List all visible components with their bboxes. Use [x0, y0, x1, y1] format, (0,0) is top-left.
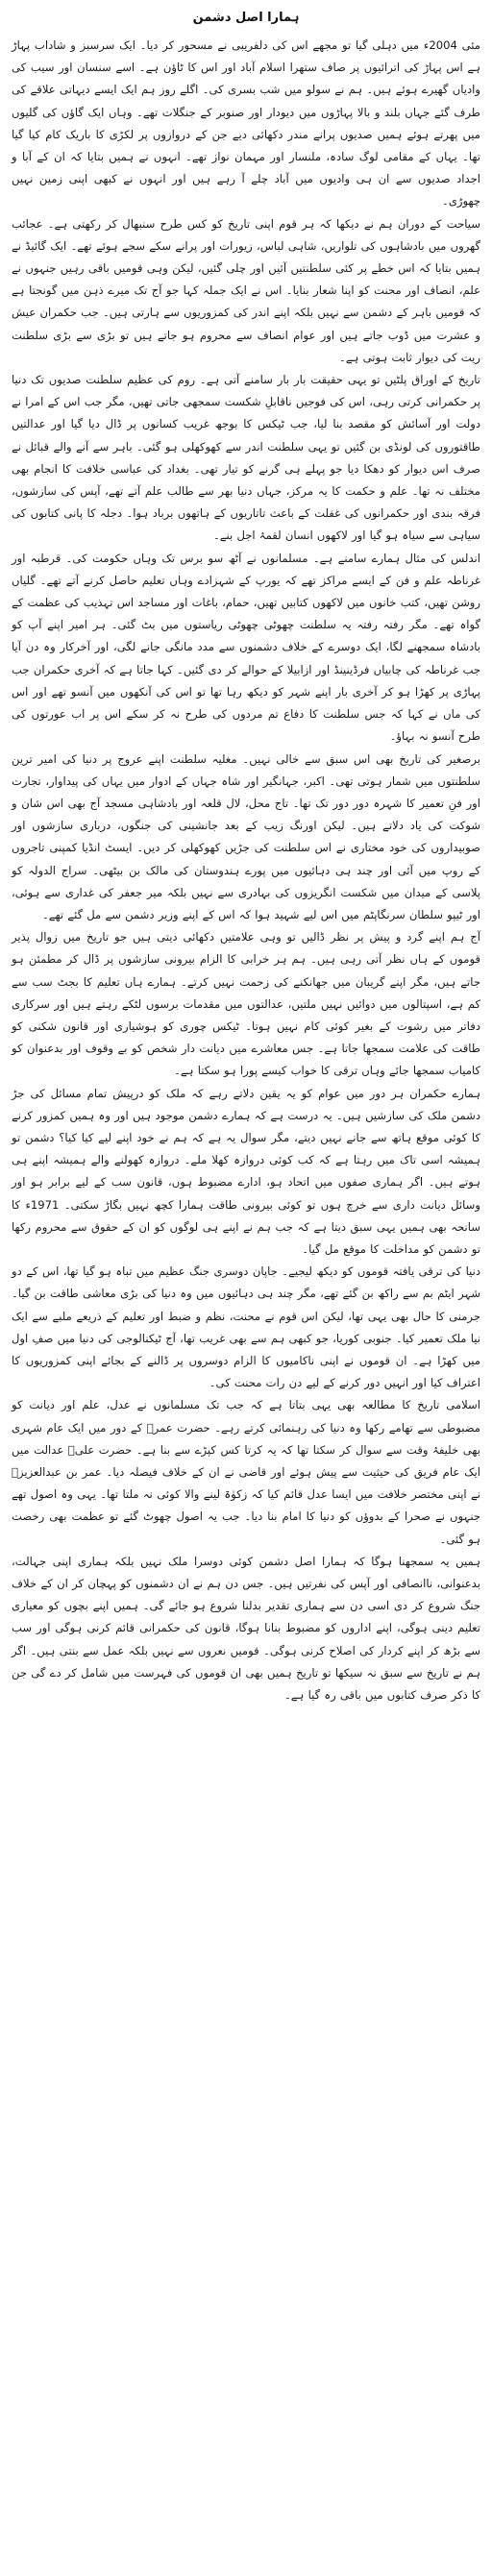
article-paragraph-5: برصغیر کی تاریخ بھی اس سبق سے خالی نہیں۔ مغلیہ سلطنت اپنے عروج پر دنیا کی امیر ترین سلطنتوں میں شمار ہوتی تھی۔ اکبر، جہانگیر اور شاہ جہاں کے ادوار میں یہاں کی پیداوار، تجارت اور فنِ تعمیر کا شہرہ دور دور تک تھا۔ تاج محل، لال قلعہ اور بادشاہی مسجد آج بھی اس شان و شوکت کی یاد دلاتے ہیں۔ لیکن اورنگ زیب کے بعد جانشینی کی جنگوں، درباری سازشوں اور صوبیداروں کی خود مختاری نے اس سلطنت کی جڑیں کھوکھلی کر دیں۔ ایسٹ انڈیا کمپنی تاجروں کے روپ میں آئی اور چند ہی دہائیوں میں پورے ہندوستان کی مالک بن بیٹھی۔ سراج الدولہ کو پلاسی کے میدان میں شکست انگریزوں کی بہادری سے نہیں بلکہ میر جعفر کی غداری سے ہوئی، اور ٹیپو سلطان سرنگاپٹم میں اس لیے شہید ہوا کہ اس کے اپنے وزیر دشمن سے مل گئے تھے۔ — [12, 751, 480, 921]
article-title: ہمارا اصل دشمن — [192, 11, 300, 25]
article-paragraph-1: مئی 2004ء میں دہلی گیا تو مجھے اس کی دلفریبی نے مسحور کر دیا۔ ایک سرسبز و شاداب پہاڑ ہے اس پہاڑ کی اترائیوں پر صاف ستھرا اسلام آباد اور اس کا ٹاؤن ہے۔ اسے سنسان اور سیب کی وادیاں گھیرے ہوئے ہیں۔ ہم نے سولو میں شب بسری کی۔ اگلے روز ہم ایک ایسے دیہاتی علاقے کی طرف گئے جہاں بلند و بالا پہاڑوں میں دیودار اور صنوبر کے جنگلات تھے۔ وہاں ایک گاؤں کی گلیوں میں پھرتے ہوئے ہمیں صدیوں پرانے مندر دکھائی دیے جن کے دروازوں پر لکڑی کا باریک کام کیا گیا تھا۔ یہاں کے مقامی لوگ سادہ، ملنسار اور مہمان نواز تھے۔ انہوں نے ہمیں بتایا کہ ان کے آبا و اجداد صدیوں سے ان ہی وادیوں میں آباد چلے آ رہے ہیں اور انہوں نے کبھی اپنی زمین نہیں چھوڑی۔ — [12, 38, 480, 209]
article-body — [12, 35, 480, 1706]
article-paragraph-2: سیاحت کے دوران ہم نے دیکھا کہ ہر قوم اپنی تاریخ کو کس طرح سنبھال کر رکھتی ہے۔ عجائب گھروں میں بادشاہوں کی تلواریں، شاہی لباس، زیورات اور پرانے سکے سجے ہوئے تھے۔ ایک گائیڈ نے ہمیں بتایا کہ اس خطے پر کئی سلطنتیں آئیں اور چلی گئیں، لیکن وہی قومیں باقی رہیں جنہوں نے علم، انصاف اور محنت کو اپنا شعار بنایا۔ اس نے ایک جملہ کہا جو آج تک میرے ذہن میں گونجتا ہے کہ قومیں باہر کے دشمن سے نہیں بلکہ اپنے اندر کی کمزوریوں سے ہارتی ہیں۔ جب حکمران عیش و عشرت میں ڈوب جاتے ہیں اور عوام انصاف سے محروم ہو جاتے ہیں تو بڑی سے بڑی سلطنت ریت کی دیوار ثابت ہوتی ہے۔ — [12, 216, 480, 364]
article-paragraph-9: اسلامی تاریخ کا مطالعہ بھی یہی بتاتا ہے کہ جب تک مسلمانوں نے عدل، علم اور دیانت کو مضبوطی سے تھامے رکھا وہ دنیا کی رہنمائی کرتے رہے۔ حضرت عمرؓ کے دور میں ایک عام شہری بھی خلیفۂ وقت سے سوال کر سکتا تھا کہ یہ کرتا کس کپڑے سے بنا ہے۔ حضرت علیؓ عدالت میں ایک عام فریق کی حیثیت سے پیش ہوئے اور قاضی نے ان کے خلاف فیصلہ دیا۔ عمر بن عبدالعزیزؒ نے اپنی مختصر خلافت میں ایسا عدل قائم کیا کہ زکوٰۃ لینے والا کوئی نہ ملتا تھا۔ یہی وہ اصول تھے جنہوں نے صحرا کے بدوؤں کو دنیا کا امام بنا دیا۔ جب یہ اصول چھوٹ گئے تو عظمت بھی رخصت ہو گئی۔ — [12, 1398, 480, 1546]
article-paragraph-10: ہمیں یہ سمجھنا ہوگا کہ ہمارا اصل دشمن کوئی دوسرا ملک نہیں بلکہ ہماری اپنی جہالت، بدعنوانی، ناانصافی اور آپس کی نفرتیں ہیں۔ جس دن ہم نے ان دشمنوں کو پہچان کر ان کے خلاف جنگ شروع کر دی اسی دن سے ہماری تقدیر بدلنا شروع ہو جائے گی۔ ہمیں اپنے بچوں کو معیاری تعلیم دینی ہوگی، اپنے اداروں کو مضبوط بنانا ہوگا، قانون کی حکمرانی قائم کرنی ہوگی اور سب سے بڑھ کر اپنے کردار کی اصلاح کرنی ہوگی۔ قومیں نعروں سے نہیں بلکہ عمل سے بنتی ہیں۔ اگر ہم نے تاریخ سے سبق نہ سیکھا تو تاریخ ہمیں بھی ان قوموں کی فہرست میں شامل کر دے گی جن کا ذکر صرف کتابوں میں باقی رہ گیا ہے۔ — [12, 1554, 480, 1703]
article-paragraph-7: ہمارے حکمران ہر دور میں عوام کو یہ یقین دلاتے رہے کہ ملک کو درپیش تمام مسائل کی جڑ دشمن ملک کی سازشیں ہیں۔ یہ درست ہے کہ ہمارے دشمن موجود ہیں اور وہ ہمیں کمزور کرنے کا کوئی موقع ہاتھ سے جانے نہیں دیتے، مگر سوال یہ ہے کہ ہم نے خود اپنے لیے کیا کیا؟ دشمن تو ہمیشہ اسی تاک میں رہتا ہے کہ کب کوئی دروازہ کھلا ملے۔ دروازہ کھولنے والے ہمیشہ اپنے ہی ہوتے ہیں۔ اگر ہماری صفوں میں اتحاد ہو، ادارے مضبوط ہوں، قانون سب کے لیے برابر ہو اور وسائل دیانت داری سے خرچ ہوں تو کوئی بیرونی طاقت ہمارا کچھ نہیں بگاڑ سکتی۔ 1971ء کا سانحہ بھی ہمیں یہی سبق دیتا ہے کہ جب ہم نے اپنے ہی لوگوں کو ان کے حقوق سے محروم رکھا تو دشمن کو مداخلت کا موقع مل گیا۔ — [12, 1086, 480, 1256]
article-paragraph-6: آج ہم اپنے گرد و پیش پر نظر ڈالیں تو وہی علامتیں دکھائی دیتی ہیں جو تاریخ میں زوال پذیر قوموں کے ہاں نظر آتی رہی ہیں۔ ہم ہر خرابی کا الزام بیرونی سازشوں پر ڈال کر مطمئن ہو جاتے ہیں، مگر اپنے گریبان میں جھانکنے کی زحمت نہیں کرتے۔ ہمارے ہاں تعلیم کا بجٹ سب سے کم ہے، اسپتالوں میں دوائیں نہیں ملتیں، عدالتوں میں مقدمات برسوں لٹکے رہتے ہیں اور سرکاری دفاتر میں رشوت کے بغیر کوئی کام نہیں ہوتا۔ ٹیکس چوری کو ہوشیاری اور قانون شکنی کو طاقت کی علامت سمجھا جاتا ہے۔ جس معاشرے میں دیانت دار شخص کو بے وقوف اور بدعنوان کو کامیاب سمجھا جائے وہاں ترقی کا خواب کیسے پورا ہو سکتا ہے۔ — [12, 930, 480, 1078]
article-paragraph-3: تاریخ کے اوراق پلٹیں تو یہی حقیقت بار بار سامنے آتی ہے۔ روم کی عظیم سلطنت صدیوں تک دنیا پر حکمرانی کرتی رہی، اس کی فوجیں ناقابلِ شکست سمجھی جاتی تھیں، مگر جب اس کے امرا نے دولت اور آسائش کو مقصد بنا لیا، جب ٹیکس کا بوجھ غریب کسانوں پر ڈال دیا گیا اور عدالتیں طاقتوروں کی لونڈی بن گئیں تو یہی سلطنت اندر سے کھوکھلی ہو گئی۔ باہر سے آنے والے قبائل نے صرف اس دیوار کو دھکا دیا جو پہلے ہی گرنے کو تیار تھی۔ بغداد کی عباسی خلافت کا انجام بھی مختلف نہ تھا۔ علم و حکمت کا یہ مرکز، جہاں دنیا بھر سے طالب علم آتے تھے، آپس کی سازشوں، فرقہ بندی اور حکمرانوں کی غفلت کے باعث تاتاریوں کے ہاتھوں برباد ہوا۔ دجلہ کا پانی کتابوں کی سیاہی سے سیاہ ہو گیا اور لاکھوں انسان لقمۂ اجل بنے۔ — [12, 373, 480, 543]
article-paragraph-4: اندلس کی مثال ہمارے سامنے ہے۔ مسلمانوں نے آٹھ سو برس تک وہاں حکومت کی۔ قرطبہ اور غرناطہ علم و فن کے ایسے مراکز تھے کہ یورپ کے شہزادے وہاں تعلیم حاصل کرنے آتے تھے۔ گلیاں روشن تھیں، کتب خانوں میں لاکھوں کتابیں تھیں، حمام، باغات اور مساجد اس تہذیب کی عظمت کے گواہ تھے۔ مگر رفتہ رفتہ یہ سلطنت چھوٹی چھوٹی ریاستوں میں بٹ گئی۔ ہر امیر اپنے آپ کو بادشاہ سمجھنے لگا، ایک دوسرے کے خلاف دشمنوں سے مدد مانگی جانے لگی، اور آخرکار وہ دن آیا جب غرناطہ کی چابیاں فرڈینینڈ اور ازابیلا کے حوالے کر دی گئیں۔ کہا جاتا ہے کہ آخری حکمران جب پہاڑی پر کھڑا ہو کر آخری بار اپنے شہر کو دیکھ رہا تھا تو اس کی آنکھوں میں آنسو تھے اور اس کی ماں نے کہا کہ جس سلطنت کا دفاع تم مردوں کی طرح نہ کر سکے اس پر اب عورتوں کی طرح آنسو نہ بہاؤ۔ — [12, 551, 480, 744]
article-paragraph-8: دنیا کی ترقی یافتہ قوموں کو دیکھ لیجیے۔ جاپان دوسری جنگ عظیم میں تباہ ہو گیا تھا، اس کے دو شہر ایٹم بم سے راکھ بن گئے تھے، مگر چند ہی دہائیوں میں وہ دنیا کی بڑی معاشی طاقت بن گیا۔ جرمنی کا حال بھی یہی تھا، لیکن اس قوم نے محنت، نظم و ضبط اور تعلیم کے ذریعے ملبے سے ایک نیا ملک تعمیر کیا۔ جنوبی کوریا، جو کبھی ہم سے بھی غریب تھا، آج ٹیکنالوجی کی دنیا میں صفِ اول میں کھڑا ہے۔ ان قوموں نے اپنی ناکامیوں کا الزام دوسروں پر ڈالنے کے بجائے اپنی کمزوریوں کا اعتراف کیا اور انہیں دور کرنے کے لیے دن رات محنت کی۔ — [12, 1264, 480, 1390]
